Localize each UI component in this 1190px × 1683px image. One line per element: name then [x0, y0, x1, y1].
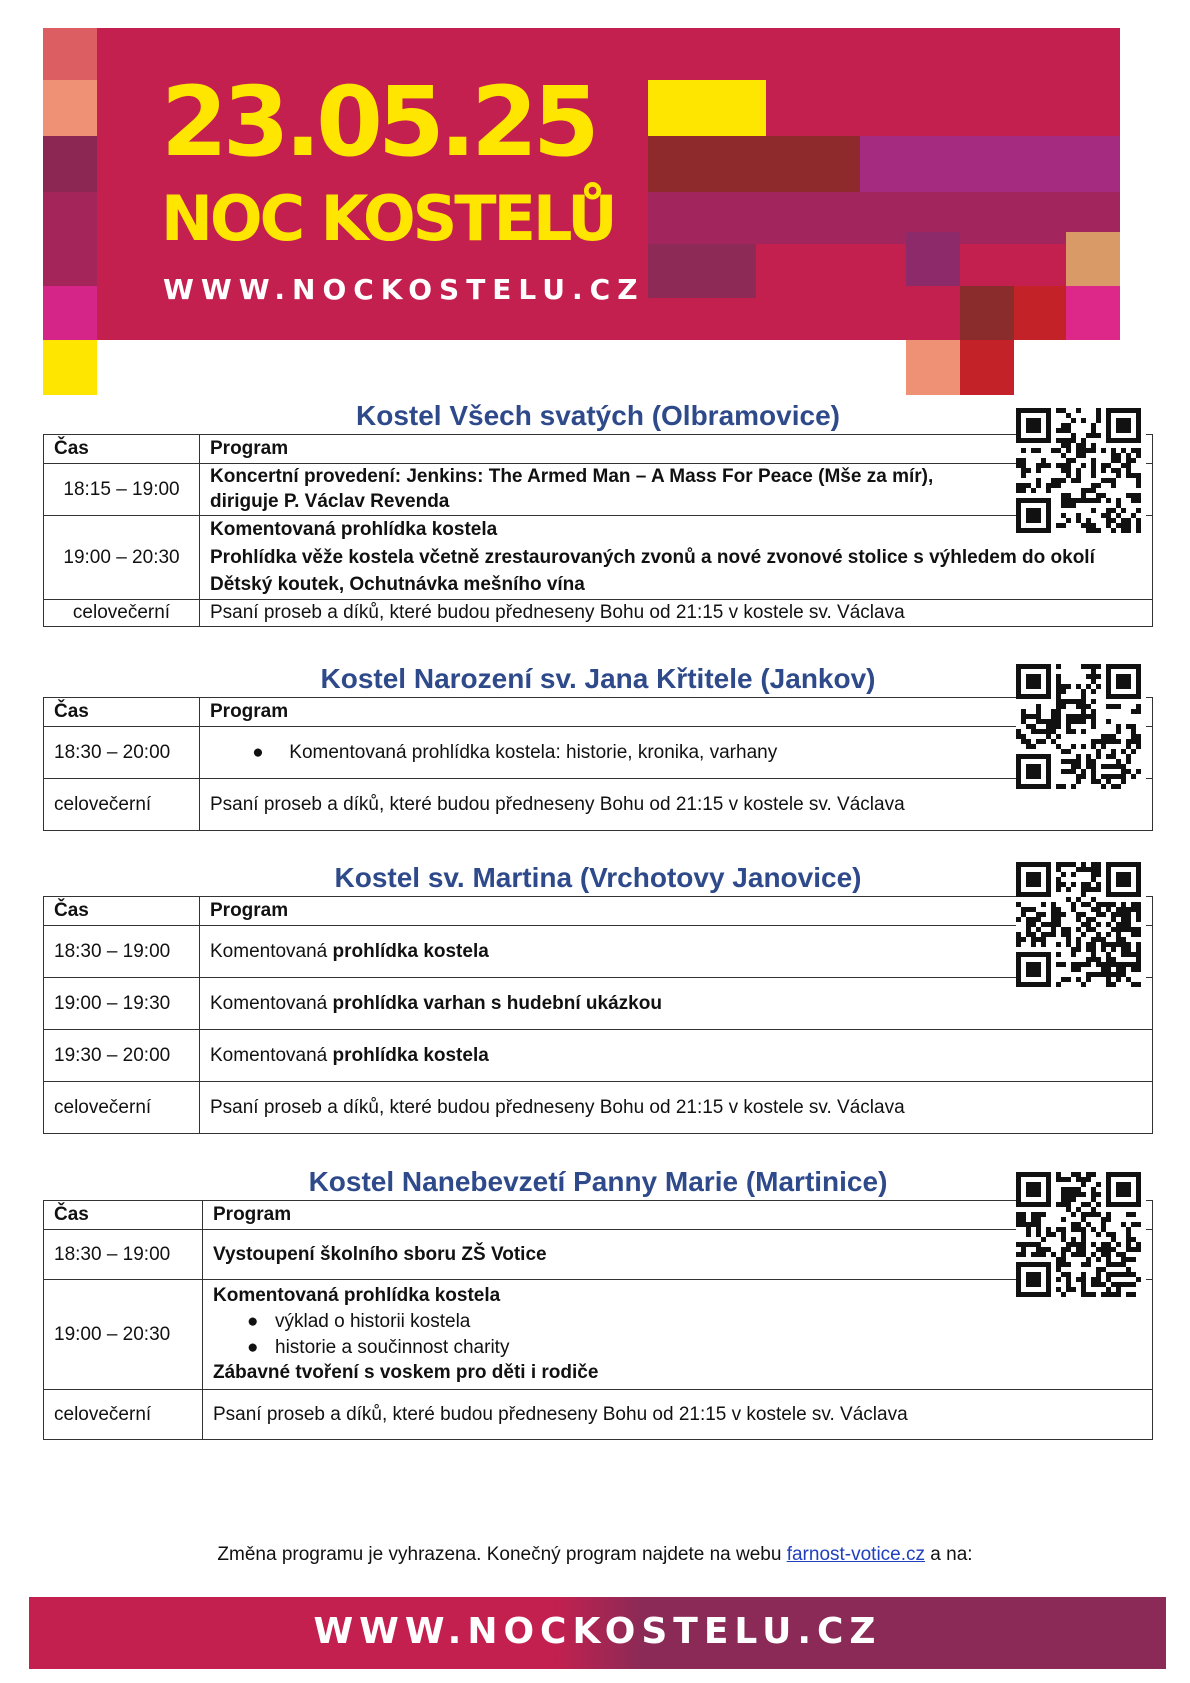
program-cell	[200, 516, 1153, 600]
time-cell: celovečerní	[44, 600, 200, 627]
table-row	[44, 1390, 1153, 1440]
time-cell: celovečerní	[44, 1390, 203, 1440]
list-item	[213, 1335, 1142, 1361]
program-text: Komentovaná prohlídka kostela: historie, kronika, varhany	[289, 741, 778, 763]
decor-block	[1066, 286, 1120, 340]
decor-block	[1014, 286, 1066, 340]
bullet-icon: ●	[247, 1310, 259, 1332]
decor-block	[43, 28, 97, 80]
event-date: 23.05.25	[161, 66, 595, 178]
table-header-row	[44, 897, 1153, 926]
program-cell: Psaní proseb a díků, které budou předneseny Bohu od 21:15 v kostele sv. Václava	[203, 1390, 1153, 1440]
decor-block	[43, 286, 97, 340]
time-cell: celovečerní	[44, 779, 200, 831]
list-item-text: výklad o historii kostela	[275, 1310, 471, 1332]
church-section-olbramovice	[43, 402, 1153, 627]
banner-website: WWW.NOCKOSTELU.CZ	[163, 273, 645, 306]
program-table	[43, 434, 1153, 627]
section-title: Kostel Všech svatých (Olbramovice)	[356, 400, 840, 431]
bullet-icon: ●	[252, 741, 264, 763]
qr-code-vrchotovy-janovice[interactable]	[1016, 862, 1146, 992]
column-header-time: Čas	[44, 897, 200, 926]
column-header-program: Program	[200, 435, 1153, 464]
table-row	[44, 727, 1153, 779]
column-header-program: Program	[200, 698, 1153, 727]
time-cell: 19:00 – 20:30	[44, 1280, 203, 1390]
list-item	[213, 1309, 1142, 1335]
column-header-time: Čas	[44, 698, 200, 727]
decor-block	[43, 136, 97, 192]
decor-block	[1066, 232, 1120, 286]
decor-block	[906, 232, 960, 286]
program-cell	[200, 727, 1153, 779]
program-table	[43, 896, 1153, 1134]
column-header-time: Čas	[44, 435, 200, 464]
program-emphasis: prohlídka kostela	[332, 1044, 489, 1066]
decor-block	[648, 136, 860, 192]
parish-website-link[interactable]: farnost-votice.cz	[786, 1544, 926, 1565]
time-cell: 18:30 – 19:00	[44, 926, 200, 978]
footer-banner[interactable]	[29, 1597, 1166, 1669]
time-cell: 19:00 – 20:30	[44, 516, 200, 600]
table-row	[44, 464, 1153, 516]
program-cell	[200, 1030, 1153, 1082]
table-row	[44, 926, 1153, 978]
program-cell: Vystoupení školního sboru ZŠ Votice	[203, 1230, 1153, 1280]
program-cell	[203, 1280, 1153, 1390]
table-header-row	[44, 1201, 1153, 1230]
table-row	[44, 1280, 1153, 1390]
column-header-program: Program	[203, 1201, 1153, 1230]
table-header-row	[44, 435, 1153, 464]
note-text: Změna programu je vyhrazena. Konečný program najdete na webu	[217, 1544, 787, 1565]
table-row	[44, 779, 1153, 831]
decor-block	[648, 244, 756, 298]
decor-block	[648, 80, 766, 136]
column-header-program: Program	[200, 897, 1153, 926]
time-cell: celovečerní	[44, 1082, 200, 1134]
qr-code-jankov[interactable]	[1016, 664, 1146, 794]
table-row	[44, 978, 1153, 1030]
decor-block	[860, 136, 1120, 192]
decor-block	[960, 286, 1014, 340]
program-prefix: Komentovaná	[210, 940, 328, 962]
footer-note	[0, 1544, 1190, 1566]
decor-block	[43, 192, 97, 300]
table-header-row	[44, 698, 1153, 727]
time-cell: 18:30 – 20:00	[44, 727, 200, 779]
table-row	[44, 1082, 1153, 1134]
list-item-text: historie a součinnost charity	[275, 1336, 510, 1358]
program-emphasis: prohlídka kostela	[332, 940, 489, 962]
church-section-jankov	[43, 665, 1153, 831]
program-emphasis: prohlídka varhan s hudební ukázkou	[332, 992, 662, 1014]
program-line: Komentovaná prohlídka kostela	[210, 519, 498, 541]
section-title: Kostel sv. Martina (Vrchotovy Janovice)	[334, 862, 862, 893]
program-line: diriguje P. Václav Revenda	[210, 490, 450, 512]
program-prefix: Komentovaná	[210, 1044, 328, 1066]
program-line: Dětský koutek, Ochutnávka mešního vína	[210, 574, 585, 596]
time-cell: 19:30 – 20:00	[44, 1030, 200, 1082]
program-line: Komentovaná prohlídka kostela	[213, 1285, 501, 1307]
decor-block	[43, 80, 97, 136]
decor-block	[648, 192, 1120, 244]
bullet-icon: ●	[247, 1336, 259, 1358]
table-row	[44, 516, 1153, 600]
program-table	[43, 697, 1153, 831]
program-table	[43, 1200, 1153, 1440]
column-header-time: Čas	[44, 1201, 203, 1230]
program-cell: Psaní proseb a díků, které budou předneseny Bohu od 21:15 v kostele sv. Václava	[200, 1082, 1153, 1134]
note-text-end: a na:	[925, 1544, 973, 1565]
program-cell: Psaní proseb a díků, které budou předneseny Bohu od 21:15 v kostele sv. Václava	[200, 779, 1153, 831]
section-title: Kostel Nanebevzetí Panny Marie (Martinice)	[308, 1166, 888, 1197]
program-cell	[200, 464, 1153, 516]
program-cell: Psaní proseb a díků, které budou předneseny Bohu od 21:15 v kostele sv. Václava	[200, 600, 1153, 627]
program-line: Prohlídka věže kostela včetně zrestaurovaných zvonů a nové zvonové stolice s výhledem do okolí	[210, 546, 1095, 568]
program-prefix: Komentovaná	[210, 992, 328, 1014]
section-title: Kostel Narození sv. Jana Křtitele (Jankov)	[320, 663, 876, 694]
event-title: NOC KOSTELŮ	[161, 182, 615, 255]
header-banner	[43, 28, 1120, 395]
decor-block	[906, 340, 960, 395]
decor-block	[43, 340, 97, 395]
church-section-martinice	[43, 1168, 1153, 1440]
program-line: Zábavné tvoření s voskem pro děti i rodiče	[213, 1362, 599, 1384]
qr-code-martinice[interactable]	[1016, 1172, 1146, 1302]
qr-code-olbramovice[interactable]	[1016, 408, 1146, 538]
table-row	[44, 600, 1153, 627]
table-row	[44, 1030, 1153, 1082]
table-row	[44, 1230, 1153, 1280]
time-cell: 18:15 – 19:00	[44, 464, 200, 516]
program-cell	[200, 978, 1153, 1030]
time-cell: 18:30 – 19:00	[44, 1230, 203, 1280]
program-cell	[200, 926, 1153, 978]
program-line: Koncertní provedení: Jenkins: The Armed Man – A Mass For Peace (Mše za mír),	[210, 465, 934, 487]
time-cell: 19:00 – 19:30	[44, 978, 200, 1030]
footer-website: WWW.NOCKOSTELU.CZ	[313, 1611, 882, 1652]
church-section-vrchotovy-janovice	[43, 864, 1153, 1134]
decor-block	[960, 340, 1014, 395]
